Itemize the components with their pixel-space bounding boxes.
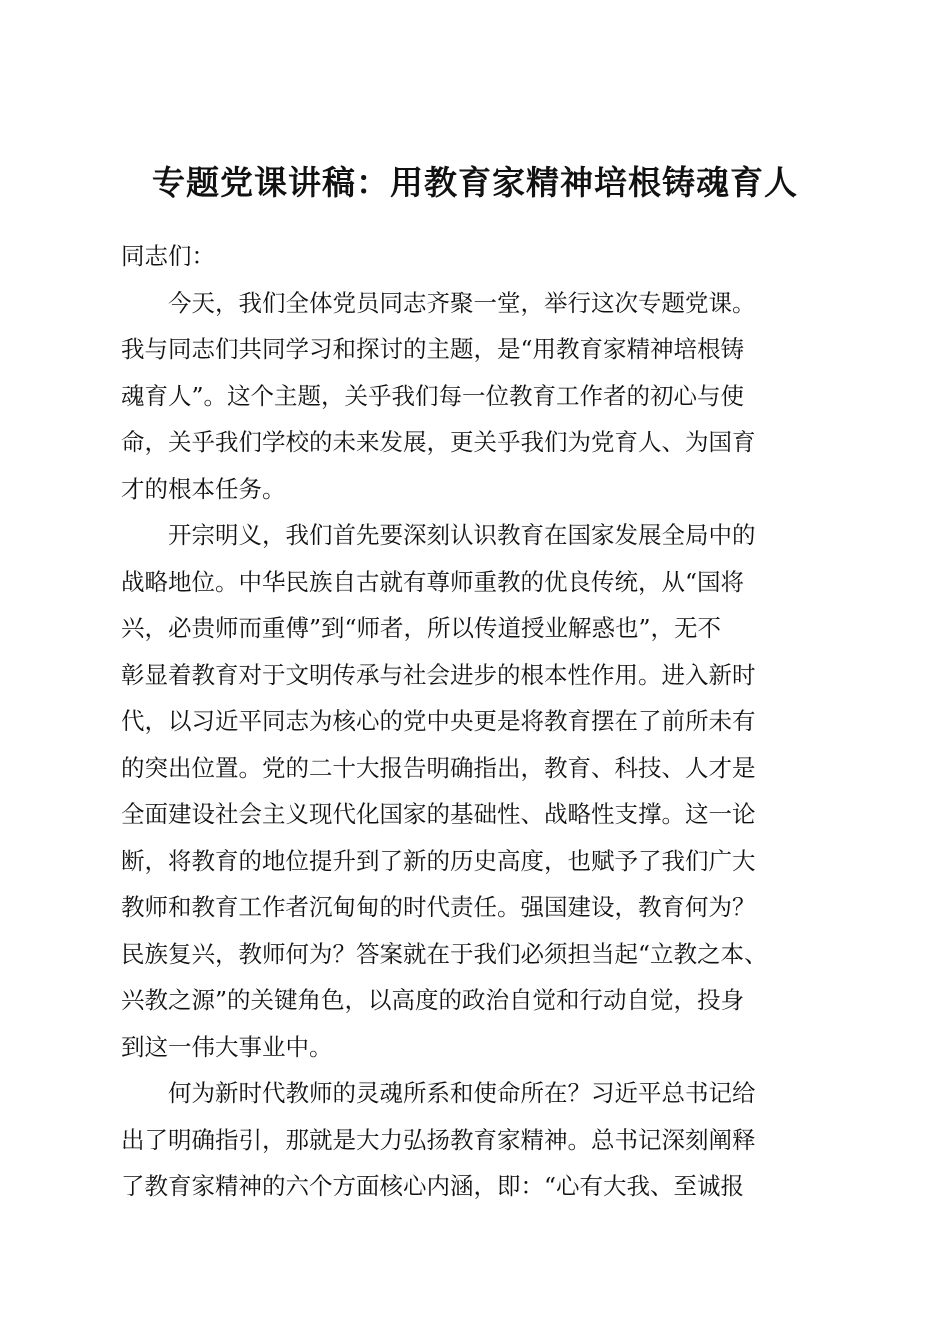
paragraph-line: 教师和教育工作者沉甸甸的时代责任。强国建设，教育何为？ xyxy=(121,893,756,921)
paragraph-line: 何为新时代教师的灵魂所系和使命所在？习近平总书记给 xyxy=(168,1079,756,1107)
paragraph-line: 我与同志们共同学习和探讨的主题，是“用教育家精神培根铸 xyxy=(121,335,745,363)
paragraph-3 xyxy=(121,1070,833,1210)
paragraph-line: 到这一伟大事业中。 xyxy=(121,1032,333,1061)
paragraph-line: 今天，我们全体党员同志齐聚一堂，举行这次专题党课。 xyxy=(168,288,756,317)
paragraph-line: 断，将教育的地位提升到了新的历史高度，也赋予了我们广大 xyxy=(121,846,756,875)
paragraph-line: 全面建设社会主义现代化国家的基础性、战略性支撑。这一论 xyxy=(121,800,756,828)
paragraph-1 xyxy=(121,280,833,513)
paragraph-line: 兴，必贵师而重傅”到“师者，所以传道授业解惑也”，无不 xyxy=(121,614,722,642)
paragraph-line: 彰显着教育对于文明传承与社会进步的根本性作用。进入新时 xyxy=(121,660,756,689)
paragraph-line: 才的根本任务。 xyxy=(121,474,286,503)
paragraph-line: 出了明确指引，那就是大力弘扬教育家精神。总书记深刻阐释 xyxy=(121,1125,756,1154)
paragraph-2 xyxy=(121,512,833,1070)
document-body xyxy=(121,233,833,1210)
greeting xyxy=(121,233,833,280)
paragraph-line: 的突出位置。党的二十大报告明确指出，教育、科技、人才是 xyxy=(121,753,756,782)
paragraph-line: 命，关乎我们学校的未来发展，更关乎我们为党育人、为国育 xyxy=(121,428,756,456)
paragraph-line: 魂育人”。这个主题，关乎我们每一位教育工作者的初心与使 xyxy=(121,381,745,410)
paragraph-line: 民族复兴，教师何为？答案就在于我们必须担当起“立教之本、 xyxy=(121,939,768,968)
paragraph-line: 战略地位。中华民族自古就有尊师重教的优良传统，从“国将 xyxy=(121,567,745,596)
paragraph-line: 开宗明义，我们首先要深刻认识教育在国家发展全局中的 xyxy=(168,521,756,549)
paragraph-line: 了教育家精神的六个方面核心内涵，即：“心有大我、至诚报 xyxy=(121,1172,745,1200)
greeting-line: 同志们： xyxy=(121,242,215,270)
paragraph-line: 代，以习近平同志为核心的党中央更是将教育摆在了前所未有 xyxy=(121,707,756,735)
paragraph-line: 兴教之源”的关键角色，以高度的政治自觉和行动自觉，投身 xyxy=(121,986,745,1014)
document-title: 专题党课讲稿：用教育家精神培根铸魂育人 xyxy=(152,163,798,203)
